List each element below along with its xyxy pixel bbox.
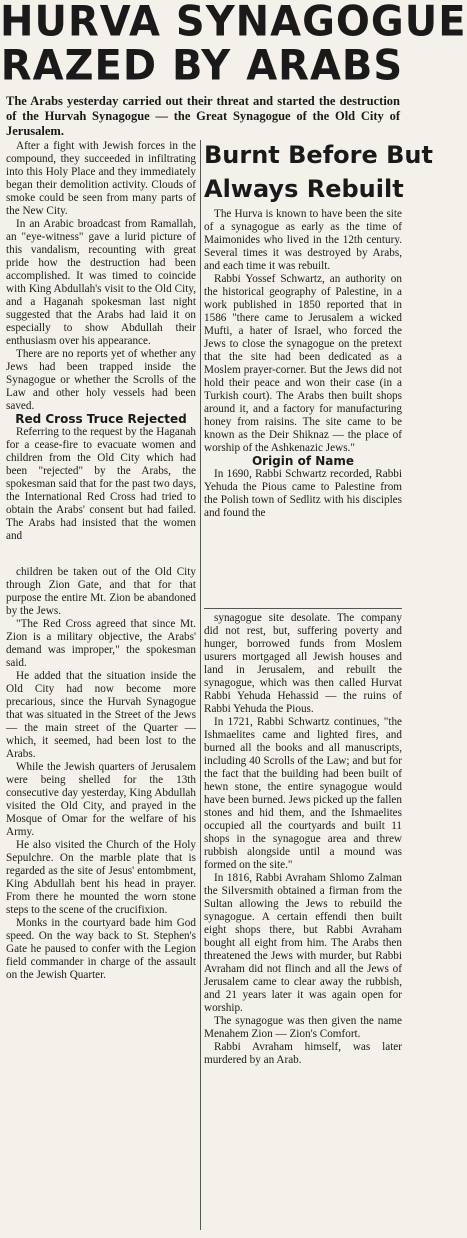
paragraph: In 1690, Rabbi Schwartz recorded, Rabbi Yehuda the Pious came to Palestine from the Polish town of Sedlitz with his disciples and found the <box>204 468 402 519</box>
sidebar-headline-line-2: Always Rebuilt <box>204 175 404 203</box>
paragraph: The synagogue was then given the name Menahem Zion — Zion's Comfort. <box>204 1015 402 1040</box>
paragraph: In 1816, Rabbi Avraham Shlomo Zalman the Silversmith obtained a firman from the Sultan allowing the Jews to rebuild the synagogue. A certain effendi then built eight shops there, but Rabbi Avraham bought all eight from him. The Arabs then threatened the Jews with murder, but Rabbi Avraham did not flinch and all the Jews of Jerusalem came to clear away the rubbish, and 21 years later it was again open for worship. <box>204 872 402 1014</box>
paragraph: Monks in the courtyard bade him God speed. On the way back to St. Stephen's Gate he paused to confer with the Legion field commander in charge of the assault on the Jewish Quarter. <box>6 917 196 981</box>
paragraph: While the Jewish quarters of Jerusalem were being shelled for the 13th consecutive day yesterday, King Abdullah visited the Old City, and prayed in the Mosque of Omar for the welfare of his Army. <box>6 761 196 838</box>
article-column-3 <box>6 566 196 1226</box>
paragraph: "The Red Cross agreed that since Mt. Zion is a military objective, the Arabs' demand was improper," the spokesman said. <box>6 618 196 669</box>
sidebar-headline-line-1: Burnt Before But <box>204 141 433 169</box>
column-divider <box>200 140 201 1230</box>
paragraph: There are no reports yet of whether any Jews had been trapped inside the Synagogue or whether the Scrolls of the Law and other holy vessels had been saved. <box>6 348 196 412</box>
origin-subhead: Origin of Name <box>251 454 355 468</box>
paragraph: In 1721, Rabbi Schwartz continues, "the Ishmaelites came and lighted fires, and burned all the books and all manuscripts, including 40 Scrolls of the Law; and but for the fact that the building had been built of hewn stone, the entire synagogue would have been burned. Jews picked up the fallen stones and hid them, and the Ishmaelites occupied all the courtyards and built 11 shops in the synagogue area and threw rubbish alongside until a mound was formed on the site." <box>204 716 402 871</box>
paragraph: In an Arabic broadcast from Ramallah, an "eye-witness" gave a lurid picture of this vandalism, recounting with great pride how the destruction had been accomplished. It was timed to coincide with King Abdullah's visit to the Old City, and a Haganah spokesman last night suggested that the Arabs had laid it on especially to show Abdullah their enthusiasm over his appearance. <box>6 218 196 347</box>
paragraph: synagogue site desolate. The company did not rest, but, suffering poverty and hunger, borrowed funds from Moslem usurers mortgaged all Jewish houses and land in Jerusalem, and rebuilt the synagogue, which was then called Hurvat Rabbi Yehuda Hehassid — the ruins of Rabbi Yehuda the Pious. <box>204 612 402 715</box>
paragraph: Rabbi Avraham himself, was later murdered by an Arab. <box>204 1041 402 1066</box>
deck-summary: The Arabs yesterday carried out their threat and started the destruction of the Hurvah Synagogue — the Great Synagogue of the Old City of Jerusalem. <box>6 94 400 138</box>
headline-line-2: RAZED BY ARABS <box>0 41 404 91</box>
red-cross-subhead: Red Cross Truce Rejected <box>15 412 187 426</box>
paragraph: He added that the situation inside the Old City had now become more precarious, since the Hurvah Synagogue that was situated in the Street of the Jews — the main street of the Quarter — which, it seemed, had been lost to the Arabs. <box>6 670 196 760</box>
paragraph: After a fight with Jewish forces in the compound, they succeeded in infiltrating into this Holy Place and they immediately began their demolition activity. Clouds of smoke could be seen from many parts of the New City. <box>6 140 196 217</box>
paragraph: The Hurva is known to have been the site of a synagogue as early as the time of Maimonides who lived in the 12th century. Several times it was destroyed by Arabs, and each time it was rebuilt. <box>204 208 402 272</box>
paragraph: children be taken out of the Old City through Zion Gate, and that for that purpose the entire Mt. Zion be abandoned by the Jews. <box>6 566 196 617</box>
article-column-2 <box>204 140 433 610</box>
paragraph: Referring to the request by the Haganah for a cease-fire to evacuate women and children from the Old City which had been "rejected" by the Arabs, the spokesman said that for the past two days, the International Red Cross had tried to obtain the Arabs' consent but had failed. The Arabs had insisted that the women and <box>6 426 196 542</box>
paragraph: He also visited the Church of the Holy Sepulchre. On the marble plate that is regarded as the site of Jesus' entombment, King Abdullah bent his head in prayer. From there he mounted the worn stone steps to the scene of the crucifixion. <box>6 839 196 916</box>
headline-line-1: HURVA SYNAGOGUE <box>0 0 467 47</box>
article-column-1 <box>6 140 196 560</box>
paragraph: Rabbi Yossef Schwartz, an authority on the historical geography of Palestine, in a work published in 1850 reported that in 1586 "there came to Jerusalem a wicked Mufti, a hater of Israel, who forced the Jews to close the synagogue on the pretext that the site had been dedicated as a Moslem prayer-corner. But the Jews did not hold their peace and won their case (in a Turkish court). The Arabs then built shops around it, and a factory for manufacturing honey from raisins. The site came to be known as the Deir Shiknaz — the place of worship of the Ashkenazic Jews." <box>204 273 402 454</box>
article-column-4 <box>204 612 402 1232</box>
